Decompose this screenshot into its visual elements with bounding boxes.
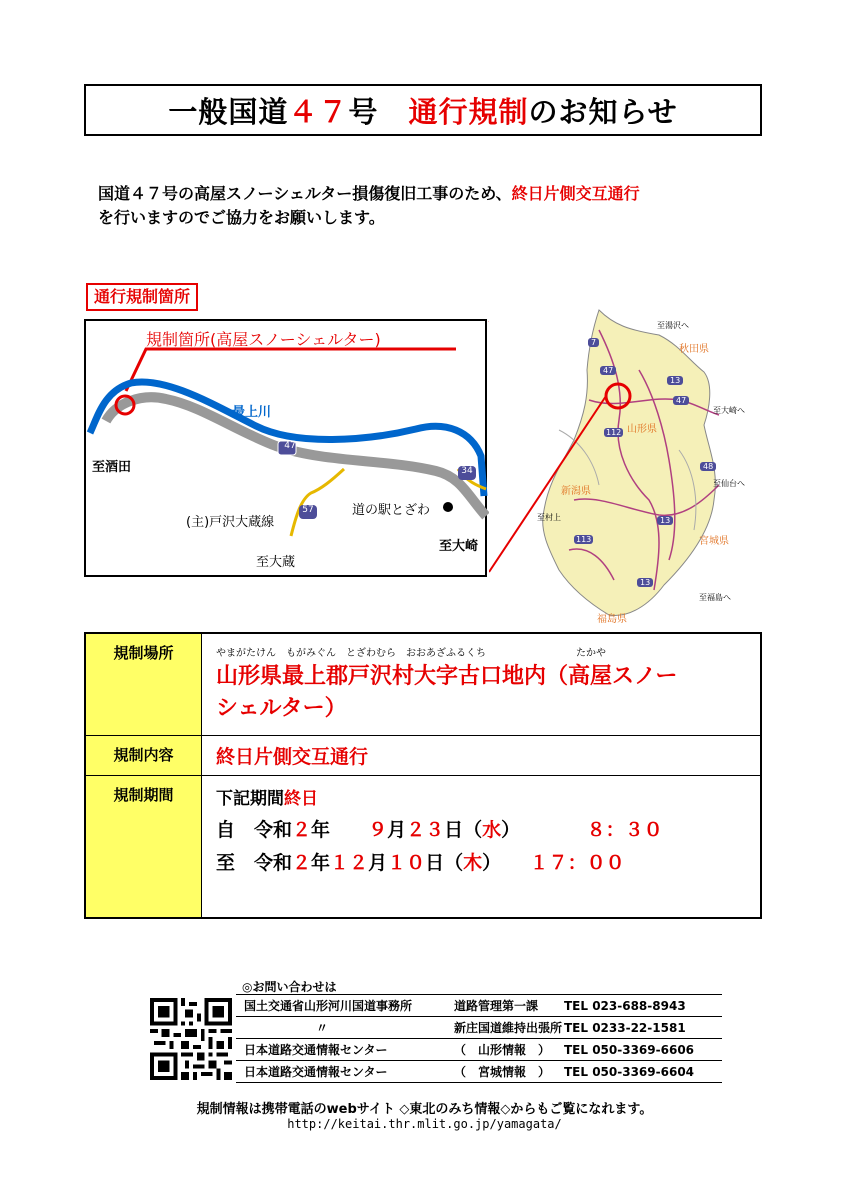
contact-dept: 道路管理第一課 xyxy=(454,999,539,1013)
side-road-57 xyxy=(291,469,344,536)
r47b-shield: 47 xyxy=(673,396,689,405)
miyagi-label: 宮城県 xyxy=(699,536,729,547)
from-d: 日（ xyxy=(444,818,483,841)
to-m: 月 xyxy=(368,851,388,874)
yamagata-shape xyxy=(543,310,716,615)
title-part3: 号 xyxy=(348,94,409,129)
content-label: 規制内容 xyxy=(85,735,202,775)
to-dow: 木 xyxy=(463,851,483,874)
contact-row xyxy=(236,995,722,1017)
period-allday: 終日 xyxy=(284,788,318,809)
roadside-station-dot xyxy=(443,502,453,512)
to-y: 年 xyxy=(311,851,331,874)
to-close: ） xyxy=(482,851,492,874)
roadside-station-label: 道の駅とざわ xyxy=(352,503,431,518)
to-sendai: 至仙台へ xyxy=(713,479,745,488)
detail-map xyxy=(84,319,487,577)
contact-org: 国土交通省山形河川国道事務所 xyxy=(244,999,413,1013)
regulation-table xyxy=(84,632,762,919)
from-month: ９ xyxy=(368,818,388,841)
to-murakami: 至村上 xyxy=(537,513,561,522)
route-47-label: 47 xyxy=(284,441,296,451)
to-month: １２ xyxy=(330,851,369,874)
period-from xyxy=(216,815,760,842)
title-part5: のお知らせ xyxy=(528,94,678,129)
fukushima-label: 福島県 xyxy=(597,614,627,625)
footer-note: 規制情報は携帯電話のwebサイト ◇東北のみち情報◇からもご覧になれます。 xyxy=(196,1102,653,1117)
intro-text xyxy=(98,182,798,230)
contact-dept: 新庄国道維持出張所 xyxy=(454,1021,563,1035)
akita-label: 秋田県 xyxy=(679,344,709,355)
from-y: 年 xyxy=(311,818,350,841)
contact-org: 〃 xyxy=(316,1021,329,1035)
intro-text2: を行いますのでご協力をお願いします。 xyxy=(98,208,385,227)
contact-dept: （ 宮城情報 ） xyxy=(454,1065,551,1079)
contact-row xyxy=(236,1061,722,1083)
r113-shield: 113 xyxy=(576,535,592,544)
from-prefix: 自 令和 xyxy=(216,818,293,841)
period-label: 規制期間 xyxy=(85,775,202,918)
contact-row xyxy=(236,1017,722,1039)
to-time: １７：００ xyxy=(529,851,625,874)
location-cell xyxy=(202,633,762,735)
title-part1: 一般国道 xyxy=(168,94,289,129)
r13c-shield: 13 xyxy=(637,578,653,587)
to-fukushima: 至福島へ xyxy=(699,593,731,602)
from-day: ２３ xyxy=(406,818,445,841)
prefecture-map xyxy=(489,300,779,630)
address-line1: 山形県最上郡戸沢村大字古口地内（高屋スノー xyxy=(216,664,678,689)
contact-dept: （ 山形情報 ） xyxy=(454,1043,551,1057)
content-value: 終日片側交互通行 xyxy=(216,745,369,768)
period-head-text: 下記期間 xyxy=(216,788,284,809)
title-box xyxy=(84,84,762,136)
contact-tel[interactable]: TEL 023-688-8943 xyxy=(564,998,686,1013)
route-57-label: 57 xyxy=(302,505,314,515)
period-block xyxy=(216,784,760,875)
contact-table xyxy=(236,994,722,1083)
location-label: 規制場所 xyxy=(85,633,202,735)
to-prefix: 至 令和 xyxy=(216,851,293,874)
intro-highlight: 終日片側交互通行 xyxy=(511,184,640,203)
title-route-number: ４７ xyxy=(288,94,349,129)
route-34-label: 34 xyxy=(461,466,473,476)
to-osaki-label: 至大崎 xyxy=(439,539,479,554)
r48-shield: 48 xyxy=(700,462,716,471)
r7-shield: 7 xyxy=(588,338,599,347)
contact-tel[interactable]: TEL 0233-22-1581 xyxy=(564,1020,686,1035)
to-okura-label: 至大蔵 xyxy=(256,555,296,570)
location-row xyxy=(85,633,761,735)
river-label: 最上川 xyxy=(232,405,272,420)
prefectural-road-label: (主)戸沢大蔵線 xyxy=(186,515,275,530)
from-close: ） xyxy=(501,818,511,841)
intro-text1: 国道４７号の高屋スノーシェルター損傷復旧工事のため、 xyxy=(98,184,512,203)
contact-heading: ◎お問い合わせは xyxy=(242,980,337,994)
r112-shield: 112 xyxy=(606,428,622,437)
from-year: ２ xyxy=(292,818,312,841)
site-label: 規制箇所(高屋スノーシェルター) xyxy=(146,330,381,349)
address-line2: シェルター） xyxy=(216,696,347,721)
r13a-shield: 13 xyxy=(667,376,683,385)
contact-row xyxy=(236,1039,722,1061)
r47a-shield: 47 xyxy=(600,366,616,375)
to-year: ２ xyxy=(292,851,312,874)
contact-org: 日本道路交通情報センター xyxy=(244,1065,388,1079)
to-sakata-label: 至酒田 xyxy=(92,460,132,475)
contact-org: 日本道路交通情報センター xyxy=(244,1043,388,1057)
from-m: 月 xyxy=(387,818,407,841)
from-time: ８：３０ xyxy=(586,818,663,841)
to-yuzawa: 至湯沢へ xyxy=(657,321,689,330)
address-ruby: やまがたけん もがみぐん とざわむら おおあざふるくち たかや xyxy=(216,648,606,659)
address xyxy=(216,661,760,725)
content-row xyxy=(85,735,761,775)
title-regulation: 通行規制 xyxy=(408,94,529,129)
content-cell xyxy=(202,735,762,775)
prefecture-map-svg xyxy=(489,300,779,630)
to-d: 日（ xyxy=(425,851,464,874)
period-row xyxy=(85,775,761,918)
to-omagari: 至大崎へ xyxy=(713,406,745,415)
section-label: 通行規制箇所 xyxy=(86,283,198,311)
yamagata-label: 山形県 xyxy=(627,424,657,435)
period-head xyxy=(216,784,760,809)
footer-url[interactable]: http://keitai.thr.mlit.go.jp/yamagata/ xyxy=(287,1117,562,1131)
period-to xyxy=(216,848,760,875)
qr-code[interactable] xyxy=(150,998,232,1080)
niigata-label: 新潟県 xyxy=(561,486,591,497)
contact-tel[interactable]: TEL 050-3369-6606 xyxy=(564,1042,695,1057)
from-dow: 水 xyxy=(482,818,502,841)
to-day: １０ xyxy=(387,851,426,874)
r13b-shield: 13 xyxy=(657,516,673,525)
period-cell xyxy=(202,775,762,918)
contact-tel[interactable]: TEL 050-3369-6604 xyxy=(564,1064,695,1079)
